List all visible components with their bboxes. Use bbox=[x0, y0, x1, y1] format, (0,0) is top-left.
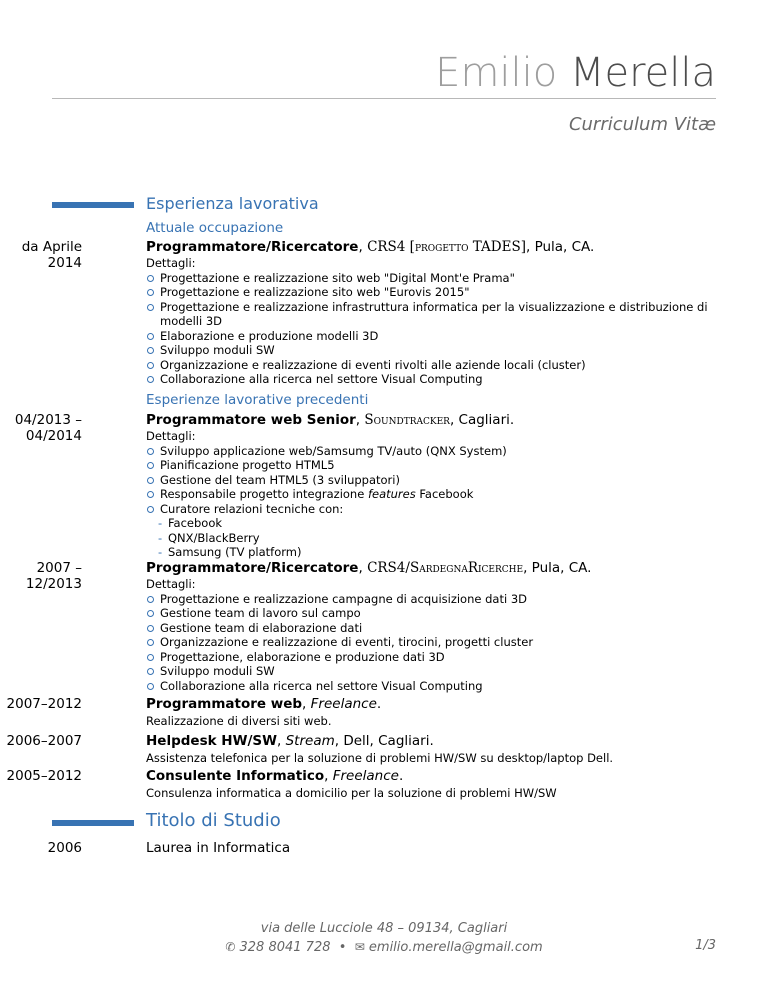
job-title: Programmatore/Ricercatore bbox=[146, 560, 359, 576]
entry-body: Laurea in Informatica bbox=[146, 840, 291, 856]
entry-body: Programmatore/Ricercatore, CRS4/SardegnaRicerche, Pula, CA. Dettagli: Progettazione e realizzazione campagne di acquisizione dati 3D Gestione team di lavoro sul campo Gestione team di elaborazione dati Organizzazione e realizzazione di eventi, tirocini, progetti cluster Progettazione, elaborazione e produzione dati 3D Sviluppo moduli SW Collaborazione alla ricerca nel settore Visual Computing bbox=[146, 560, 716, 693]
entry-description: Realizzazione di diversi siti web. bbox=[146, 714, 332, 728]
entry-body: Helpdesk HW/SW, Stream, Dell, Cagliari. Assistenza telefonica per la soluzione di problemi HW/SW su desktop/laptop Dell. bbox=[146, 733, 716, 765]
location: , Pula, CA. bbox=[523, 560, 592, 576]
employer: Freelance bbox=[310, 696, 377, 712]
sub-list-item: - QNX/BlackBerry bbox=[146, 531, 716, 546]
details-list bbox=[146, 444, 716, 560]
page-number: 1/3 bbox=[695, 938, 716, 953]
list-item: Gestione team di elaborazione dati bbox=[146, 621, 716, 636]
location: , Pula, CA. bbox=[525, 239, 595, 255]
details-list bbox=[146, 592, 716, 694]
entry-date: 2006–2007 bbox=[6, 733, 82, 749]
list-item: Organizzazione e realizzazione di eventi, tirocini, progetti cluster bbox=[146, 635, 716, 650]
entry-date: 04/2013 – 04/2014 bbox=[14, 412, 82, 444]
footer-phone: 328 8041 728 bbox=[239, 940, 331, 955]
phone-icon: ✆ bbox=[225, 940, 236, 954]
entry-date: 2007–2012 bbox=[6, 696, 82, 712]
list-item: Progettazione e realizzazione sito web "Eurovis 2015" bbox=[146, 285, 716, 300]
entry-description: Consulenza informatica a domicilio per la soluzione di problemi HW/SW bbox=[146, 786, 557, 800]
details-list bbox=[146, 271, 716, 387]
footer-email[interactable]: emilio.merella@gmail.com bbox=[368, 940, 543, 955]
entry-date: 2005–2012 bbox=[6, 768, 82, 784]
footer-contacts bbox=[0, 938, 768, 957]
details: Dettagli: Progettazione e realizzazione sito web "Digital Mont'e Prama" Progettazione e realizzazione sito web "Eurovis 2015" Progettazione e realizzazione infrastruttura informatica per la visualizzazione e distribuzione di modelli 3D Elaborazione e produzione modelli 3D Sviluppo moduli SW Organizzazione e realizzazione di eventi rivolti alle aziende locali (cluster) Collaborazione alla ricerca nel settore Visual Computing bbox=[146, 256, 716, 387]
entry-body: Programmatore web, Freelance. Realizzazione di diversi siti web. bbox=[146, 696, 716, 728]
entry-body: Consulente Informatico, Freelance. Consulenza informatica a domicilio per la soluzione di problemi HW/SW bbox=[146, 768, 716, 800]
list-item: Gestione del team HTML5 (3 sviluppatori) bbox=[146, 473, 716, 488]
entry-body: Programmatore/Ricercatore, CRS4 [progetto TADES], Pula, CA. Dettagli: Progettazione e realizzazione sito web "Digital Mont'e Prama" Progettazione e realizzazione sito web "Eurovis 2015" Progettazione e realizzazione infrastruttura informatica per la visualizzazione e distribuzione di modelli 3D Elaborazione e produzione modelli 3D Sviluppo moduli SW Organizzazione e realizzazione di eventi rivolti alle aziende locali (cluster) Collaborazione alla ricerca nel settore Visual Computing bbox=[146, 239, 716, 387]
section-title-education: Titolo di Studio bbox=[146, 810, 281, 831]
list-item: Curatore relazioni tecniche con: bbox=[146, 502, 716, 517]
section-bar-experience bbox=[52, 202, 134, 208]
list-item: Organizzazione e realizzazione di eventi rivolti alle aziende locali (cluster) bbox=[146, 358, 716, 373]
job-title: Consulente Informatico bbox=[146, 768, 325, 784]
entry-description: Assistenza telefonica per la soluzione di problemi HW/SW su desktop/laptop Dell. bbox=[146, 751, 614, 765]
employer: Freelance bbox=[332, 768, 399, 784]
subsection-current: Attuale occupazione bbox=[146, 220, 284, 236]
list-item: Sviluppo applicazione web/Samsumg TV/auto (QNX System) bbox=[146, 444, 716, 459]
sub-list-item: - Samsung (TV platform) bbox=[146, 545, 716, 560]
list-item: Sviluppo moduli SW bbox=[146, 343, 716, 358]
list-item: Collaborazione alla ricerca nel settore Visual Computing bbox=[146, 679, 716, 694]
details: Dettagli: Progettazione e realizzazione campagne di acquisizione dati 3D Gestione team di lavoro sul campo Gestione team di elaborazione dati Organizzazione e realizzazione di eventi, tirocini, progetti cluster Progettazione, elaborazione e produzione dati 3D Sviluppo moduli SW Collaborazione alla ricerca nel settore Visual Computing bbox=[146, 577, 716, 693]
list-item: Progettazione e realizzazione sito web "Digital Mont'e Prama" bbox=[146, 271, 716, 286]
footer bbox=[0, 920, 768, 957]
list-item: Pianificazione progetto HTML5 bbox=[146, 458, 716, 473]
list-item: Gestione team di lavoro sul campo bbox=[146, 606, 716, 621]
cv-subtitle: Curriculum Vitæ bbox=[568, 114, 716, 135]
list-item: Responsabile progetto integrazione features Facebook bbox=[146, 487, 716, 502]
last-name: Merella bbox=[569, 50, 716, 96]
entry-body: Programmatore web Senior, Soundtracker, Cagliari. Dettagli: Sviluppo applicazione web/Samsumg TV/auto (QNX System) Pianificazione progetto HTML5 Gestione del team HTML5 (3 sviluppatori) Responsabile progetto integrazione features Facebook Curatore relazioni tecniche con: - Facebook - QNX/BlackBerry - Samsung (TV platform) bbox=[146, 412, 716, 560]
section-bar-education bbox=[52, 820, 134, 826]
list-item: Progettazione, elaborazione e produzione dati 3D bbox=[146, 650, 716, 665]
cv-name bbox=[435, 50, 716, 96]
job-title: Helpdesk HW/SW bbox=[146, 733, 278, 749]
employer: CRS4 [progetto TADES] bbox=[367, 239, 526, 255]
employer: Soundtracker bbox=[364, 412, 450, 428]
location: , Cagliari. bbox=[449, 412, 515, 428]
entry-date: 2006 bbox=[47, 840, 82, 856]
job-title: Programmatore web bbox=[146, 696, 303, 712]
list-item: Progettazione e realizzazione campagne di acquisizione dati 3D bbox=[146, 592, 716, 607]
list-item: Collaborazione alla ricerca nel settore Visual Computing bbox=[146, 372, 716, 387]
header-rule bbox=[52, 98, 716, 99]
entry-date: da Aprile 2014 bbox=[21, 239, 82, 271]
details: Dettagli: Sviluppo applicazione web/Samsumg TV/auto (QNX System) Pianificazione progetto HTML5 Gestione del team HTML5 (3 sviluppatori) Responsabile progetto integrazione features Facebook Curatore relazioni tecniche con: - Facebook - QNX/BlackBerry - Samsung (TV platform) bbox=[146, 429, 716, 560]
list-item: Sviluppo moduli SW bbox=[146, 664, 716, 679]
job-title: Programmatore/Ricercatore bbox=[146, 239, 359, 255]
employer: CRS4/SardegnaRicerche bbox=[367, 560, 524, 576]
footer-address: via delle Lucciole 48 – 09134, Cagliari bbox=[260, 921, 508, 936]
job-title: Programmatore web Senior bbox=[146, 412, 356, 428]
entry-date: 2007 – 12/2013 bbox=[25, 560, 82, 592]
footer-separator: • bbox=[338, 940, 347, 955]
list-item: Progettazione e realizzazione infrastruttura informatica per la visualizzazione e distribuzione di modelli 3D bbox=[146, 300, 716, 329]
employer: Stream bbox=[285, 733, 335, 749]
first-name: Emilio bbox=[435, 50, 558, 96]
list-item: Elaborazione e produzione modelli 3D bbox=[146, 329, 716, 344]
subsection-previous: Esperienze lavorative precedenti bbox=[146, 392, 369, 408]
section-title-experience: Esperienza lavorativa bbox=[146, 194, 319, 213]
location: , Dell, Cagliari. bbox=[334, 733, 434, 749]
sub-list-item: - Facebook bbox=[146, 516, 716, 531]
envelope-icon: ✉ bbox=[354, 940, 365, 954]
